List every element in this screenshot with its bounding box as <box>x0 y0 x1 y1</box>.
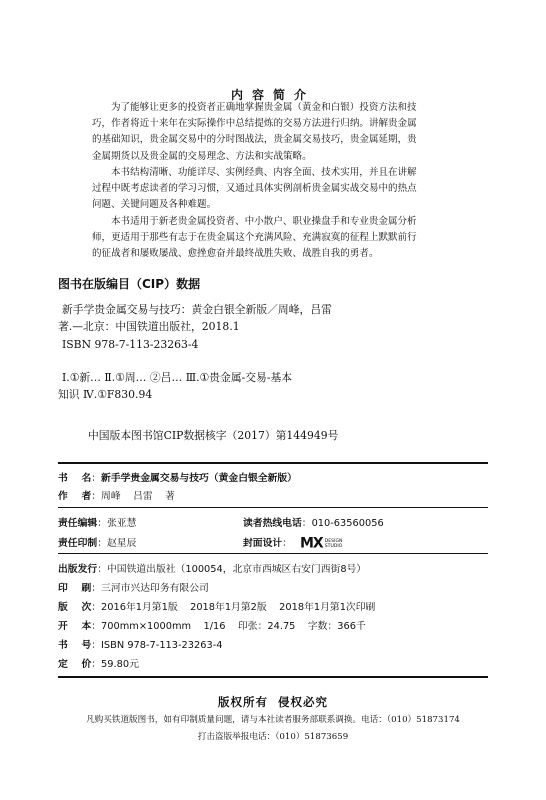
summary-paragraph-2 <box>92 165 477 214</box>
price-row: 定 价：59.80元 <box>58 659 139 670</box>
publisher-value: 中国铁道出版社（100054，北京市西城区右安门西街8号） <box>106 564 367 575</box>
hotline-row: 读者热线电话：010-63560056 <box>243 518 384 529</box>
cover-design-row: 封面设计： <box>243 538 292 549</box>
book-author-label: 作 者 <box>58 491 92 502</box>
price-label: 定 价 <box>58 659 92 670</box>
printer-label: 印 刷 <box>58 583 92 594</box>
summary-line: 巧，作者将近十来年在实际操作中总结提炼的交易方法进行归纳。讲解贵金属 <box>92 118 417 130</box>
cip-subject-line: 知识 Ⅳ.①F830.94 <box>58 388 153 402</box>
printer-value: 三河市兴达印务有限公司 <box>101 583 209 594</box>
summary-line: 本书适用于新老贵金属投资者、中小散户、职业操盘手和专业贵金属分析 <box>111 216 417 227</box>
book-title-row: 书 名：新手学贵金属交易与技巧（黄金白银全新版） <box>58 473 297 484</box>
service-notice: 凡购买铁道版图书，如有印制质量问题，请与本社读者服务部联系调换。电话：（010）51873174 <box>86 715 460 725</box>
isbn-label: 书 号 <box>58 640 92 651</box>
summary-line: 金属期货以及贵金属的交易理念、方法和实战策略。 <box>92 150 312 162</box>
logo-subtext-line: DESIGN <box>324 538 343 544</box>
printer-row: 印 刷：三河市兴达印务有限公司 <box>58 583 209 594</box>
edition-row: 版 次：2016年1月第1版 2018年1月第2版 2018年1月第1次印刷 <box>58 602 376 613</box>
divider <box>58 553 488 554</box>
cip-record-line: ISBN 978-7-113-23263-4 <box>62 337 199 351</box>
printing-value: 赵星辰 <box>106 538 137 549</box>
format-row: 开 本：700mm×1000mm 1/16 印张：24.75 字数：366千 <box>58 621 366 632</box>
summary-paragraph-1 <box>92 100 477 165</box>
hotline-value: 010-63560056 <box>311 518 384 529</box>
price-value: 59.80元 <box>101 659 139 670</box>
printing-row: 责任印制：赵星辰 <box>58 538 137 549</box>
isbn-value: ISBN 978-7-113-23263-4 <box>101 640 223 651</box>
divider <box>58 676 488 678</box>
book-title-value: 新手学贵金属交易与技巧（黄金白银全新版） <box>101 473 297 484</box>
divider <box>58 462 488 464</box>
book-author-row: 作 者：周峰 吕雷 著 <box>58 491 175 502</box>
summary-line: 为了能够让更多的投资者正确地掌握贵金属（黄金和白银）投资方法和技 <box>111 102 417 113</box>
summary-title: 内容简介 <box>230 88 315 102</box>
rights-reserved: 版权所有 侵权必究 <box>217 695 328 709</box>
cip-heading: 图书在版编目（CIP）数据 <box>58 277 201 291</box>
summary-line: 师，更适用于那些有志于在贵金属这个充满风险、充满寂寞的征程上默默前行 <box>92 232 417 244</box>
publisher-label: 出版发行 <box>58 564 98 575</box>
cover-design-label: 封面设计 <box>243 538 283 549</box>
cip-record <box>58 301 332 353</box>
printing-label: 责任印制 <box>58 538 98 549</box>
book-title-label: 书 名 <box>58 473 92 484</box>
hotline-label: 读者热线电话 <box>243 518 302 529</box>
summary-line: 本书结构清晰、功能详尽、实例经典、内容全面、技术实用，并且在讲解 <box>111 167 417 178</box>
anti-piracy-notice: 打击盗版举报电话：（010）51873659 <box>197 732 349 742</box>
editor-row: 责任编辑：张亚慧 <box>58 518 137 529</box>
summary-paragraph-3 <box>92 214 477 263</box>
edition-label: 版 次 <box>58 602 92 613</box>
editor-value: 张亚慧 <box>106 518 137 529</box>
format-label: 开 本 <box>58 621 92 632</box>
logo-subtext <box>325 539 343 549</box>
cip-subject-line: Ⅰ.①新… Ⅱ.①周… ②吕… Ⅲ.①贵金属-交易-基本 <box>62 371 293 384</box>
logo-mark: MX <box>300 535 323 552</box>
summary-line: 过程中既考虑读者的学习习惯，又通过具体实例剖析贵金属实战交易中的热点 <box>92 183 417 195</box>
format-value: 700mm×1000mm 1/16 印张：24.75 字数：366千 <box>101 621 366 632</box>
logo-subtext-line: STUDIO <box>324 543 343 549</box>
design-studio-logo <box>300 533 343 552</box>
cip-record-line: 著.—北京：中国铁道出版社，2018.1 <box>58 320 240 334</box>
divider <box>58 507 488 508</box>
cip-verification: 中国版本图书馆CIP数据核字（2017）第144949号 <box>88 429 339 442</box>
isbn-row: 书 号：ISBN 978-7-113-23263-4 <box>58 640 223 651</box>
publisher-row: 出版发行：中国铁道出版社（100054，北京市西城区右安门西街8号） <box>58 564 367 575</box>
summary-line: 的征战者和屡败屡战、愈挫愈奋并最终战胜失败、战胜自我的勇者。 <box>92 248 379 260</box>
editor-label: 责任编辑 <box>58 518 98 529</box>
book-author-value: 周峰 吕雷 著 <box>101 491 175 502</box>
edition-value: 2016年1月第1版 2018年1月第2版 2018年1月第1次印刷 <box>101 602 376 613</box>
summary-line: 的基础知识，贵金属交易中的分时图战法，贵金属交易技巧，贵金属延期，贵 <box>92 134 417 146</box>
summary-line: 问题、关键问题及各种难题。 <box>92 199 217 211</box>
cip-subjects <box>58 369 292 404</box>
cip-record-line: 新手学贵金属交易与技巧：黄金白银全新版／周峰，吕雷 <box>62 303 332 316</box>
